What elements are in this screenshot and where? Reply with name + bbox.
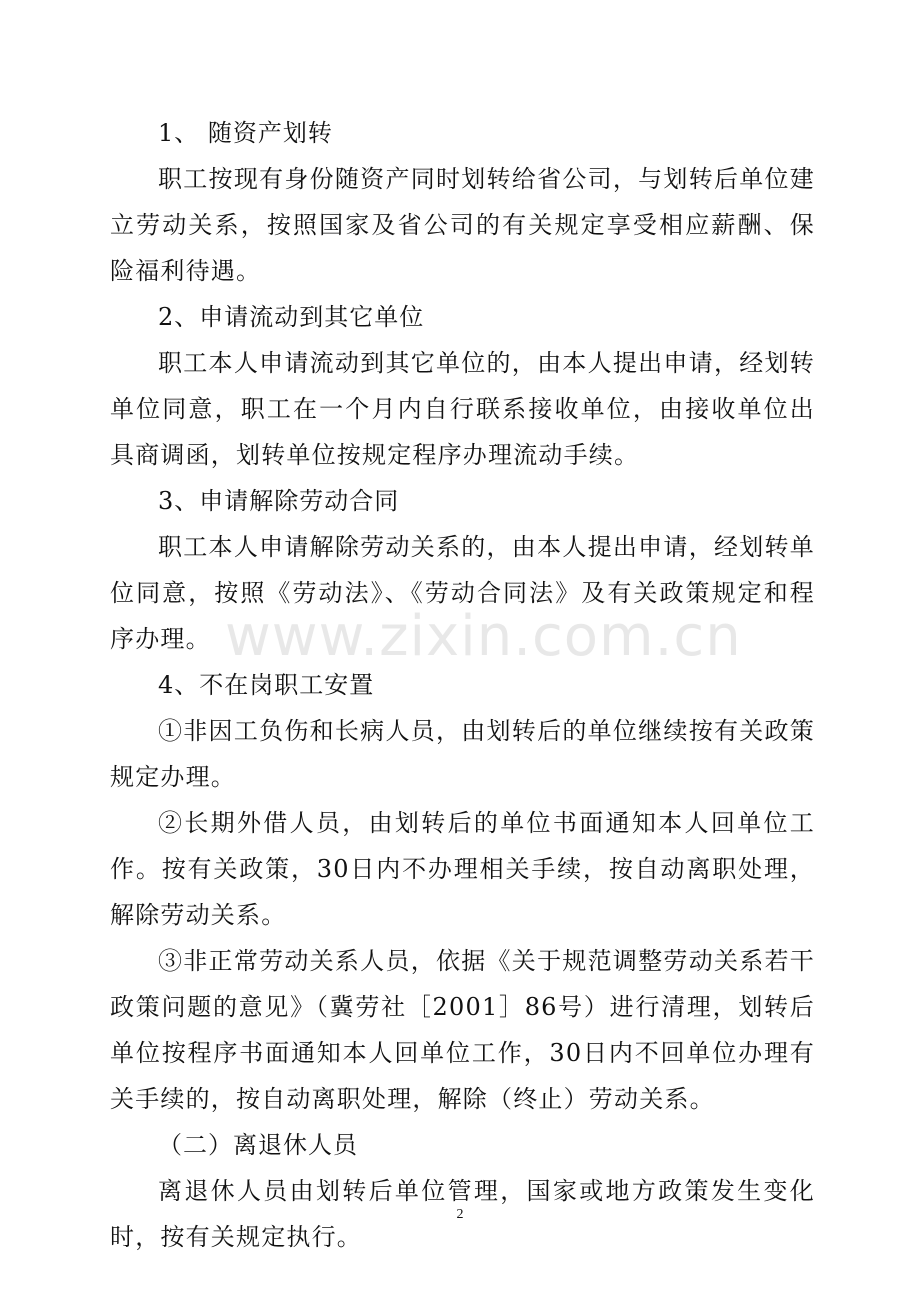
paragraph-secondment: ②长期外借人员，由划转后的单位书面通知本人回单位工作。按有关政策，30日内不办理相关手续，按自动离职处理，解除劳动关系。 bbox=[110, 809, 815, 929]
paragraph-retirees: 离退休人员由划转后单位管理，国家或地方政策发生变化时，按有关规定执行。 bbox=[110, 1177, 815, 1251]
page-number: 2 bbox=[456, 1207, 464, 1222]
paragraph-irregular-relations: ③非正常劳动关系人员，依据《关于规范调整劳动关系若干政策问题的意见》（冀劳社［2001］86号）进行清理，划转后单位按程序书面通知本人回单位工作，30日内不回单位办理有关手续的，按自动离职处理，解除（终止）劳动关系。 bbox=[110, 947, 815, 1113]
paragraph-injury-illness: ①非因工负伤和长病人员，由划转后的单位继续按有关政策规定办理。 bbox=[110, 717, 815, 791]
section-heading-2: 2、申请流动到其它单位 bbox=[158, 303, 425, 331]
section-heading-4: 4、不在岗职工安置 bbox=[158, 671, 375, 699]
watermark: www.zixin.com.cn bbox=[225, 604, 742, 669]
section-heading-retirees: （二）离退休人员 bbox=[158, 1131, 358, 1159]
paragraph-contract-termination: 职工本人申请解除劳动关系的，由本人提出申请，经划转单位同意，按照《劳动法》、《劳动合同法》及有关政策规定和程序办理。 bbox=[110, 533, 815, 653]
section-heading-1: 1、 随资产划转 bbox=[158, 119, 333, 147]
section-heading-3: 3、申请解除劳动合同 bbox=[158, 487, 400, 515]
paragraph-transfer-request: 职工本人申请流动到其它单位的，由本人提出申请，经划转单位同意，职工在一个月内自行联系接收单位，由接收单位出具商调函，划转单位按规定程序办理流动手续。 bbox=[110, 349, 815, 469]
document-body bbox=[110, 110, 815, 1260]
paragraph-asset-transfer: 职工按现有身份随资产同时划转给省公司，与划转后单位建立劳动关系，按照国家及省公司的有关规定享受相应薪酬、保险福利待遇。 bbox=[110, 165, 815, 285]
